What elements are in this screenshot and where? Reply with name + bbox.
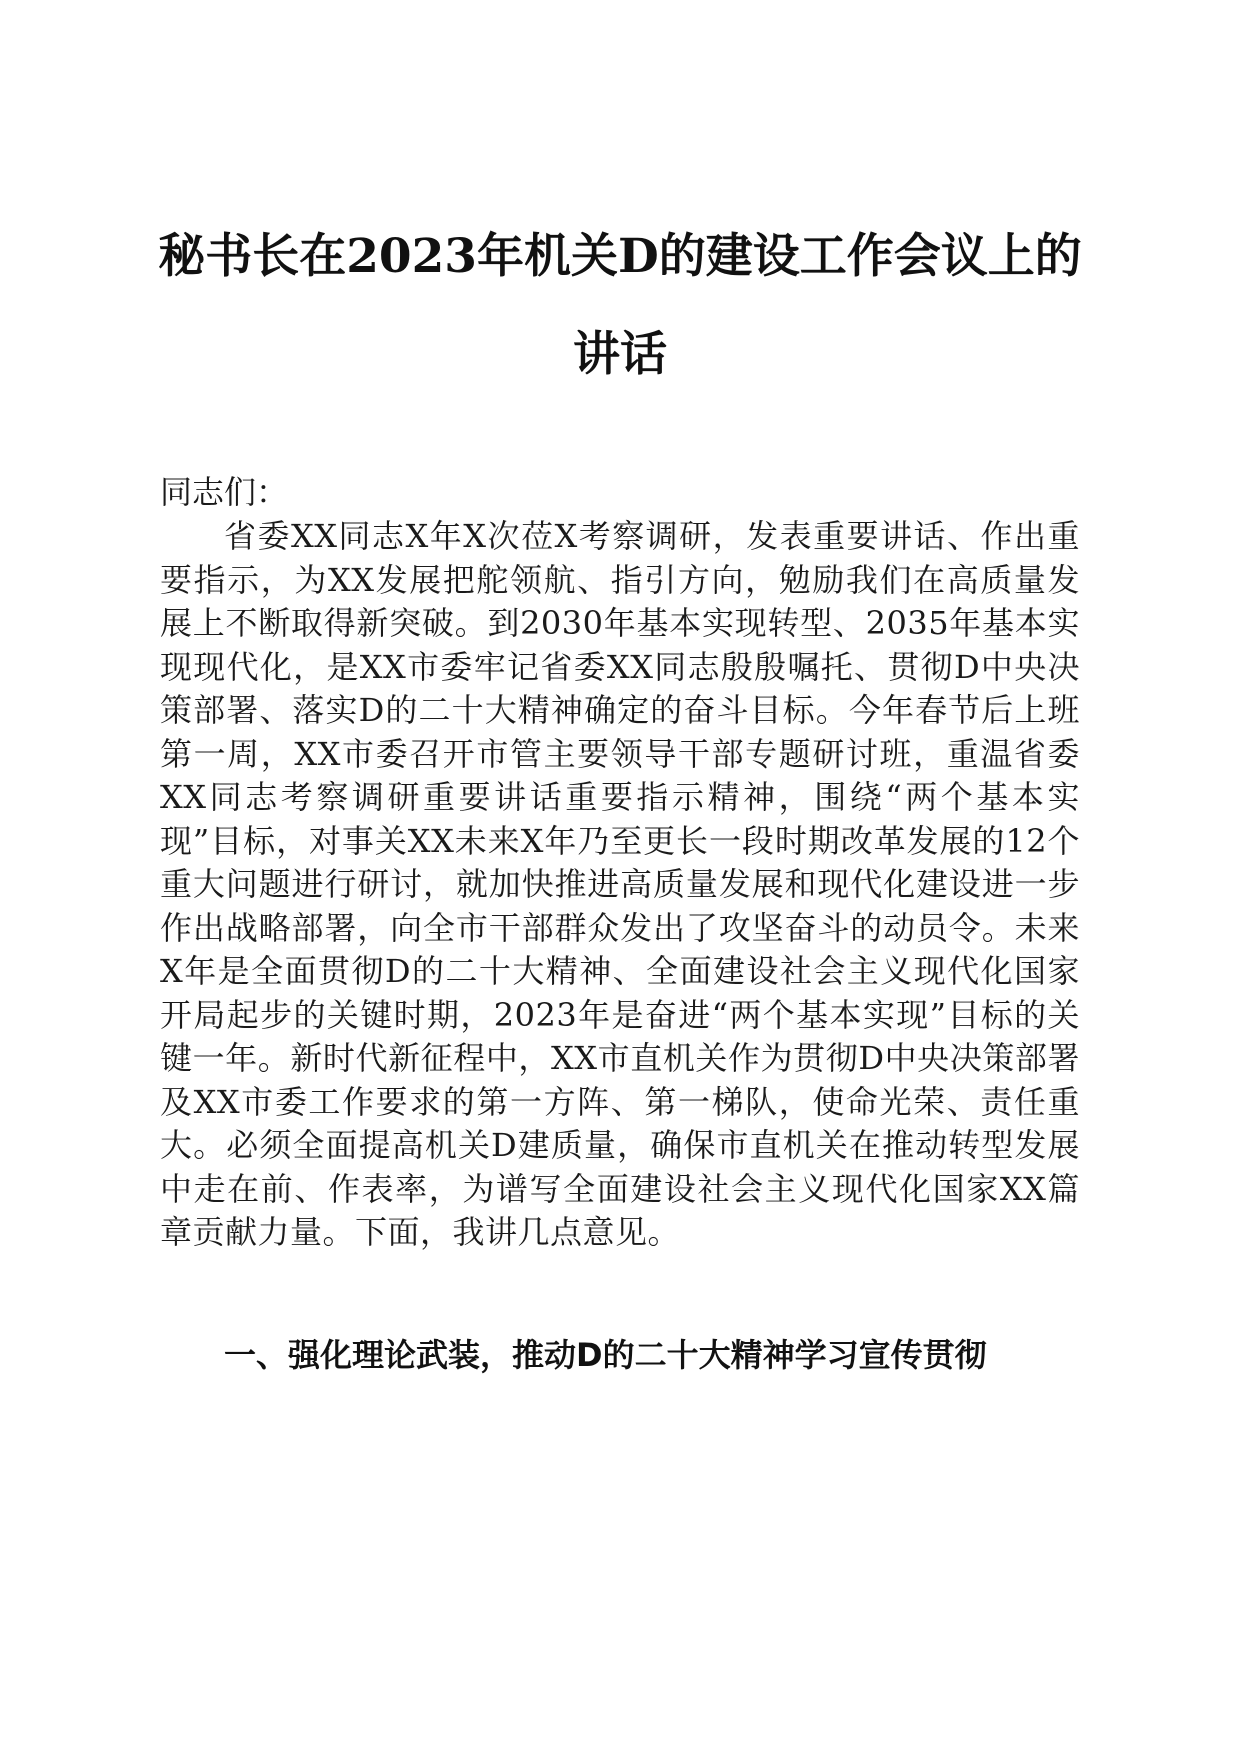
greeting: 同志们： bbox=[160, 473, 289, 511]
document-title-line-2: 讲话 bbox=[573, 327, 667, 382]
document-title bbox=[140, 208, 1100, 404]
section-heading: 一、强化理论武装，推动D的二十大精神学习宣传贯彻 bbox=[224, 1336, 987, 1374]
document-title-line-1: 秘书长在2023年机关D的建设工作会议上的 bbox=[158, 229, 1082, 284]
body-paragraph: 省委XX同志X年X次莅X考察调研，发表重要讲话、作出重要指示，为XX发展把舵领航、指引方向，勉励我们在高质量发展上不断取得新突破。到2030年基本实现转型、2035年基本实现现代化，是XX市委牢记省委XX同志殷殷嘱托、贯彻D中央决策部署、落实D的二十大精神确定的奋斗目标。今年春节后上班第一周，XX市委召开市管主要领导干部专题研讨班，重温省委XX同志考察调研重要讲话重要指示精神，围绕“两个基本实现”目标，对事关XX未来X年乃至更长一段时期改革发展的12个重大问题进行研讨，就加快推进高质量发展和现代化建设进一步作出战略部署，向全市干部群众发出了攻坚奋斗的动员令。未来X年是全面贯彻D的二十大精神、全面建设社会主义现代化国家开局起步的关键时期，2023年是奋进“两个基本实现”目标的关键一年。新时代新征程中，XX市直机关作为贯彻D中央决策部署及XX市委工作要求的第一方阵、第一梯队，使命光荣、责任重大。必须全面提高机关D建质量，确保市直机关在推动转型发展中走在前、作表率，为谱写全面建设社会主义现代化国家XX篇章贡献力量。下面，我讲几点意见。 bbox=[160, 517, 1080, 1251]
